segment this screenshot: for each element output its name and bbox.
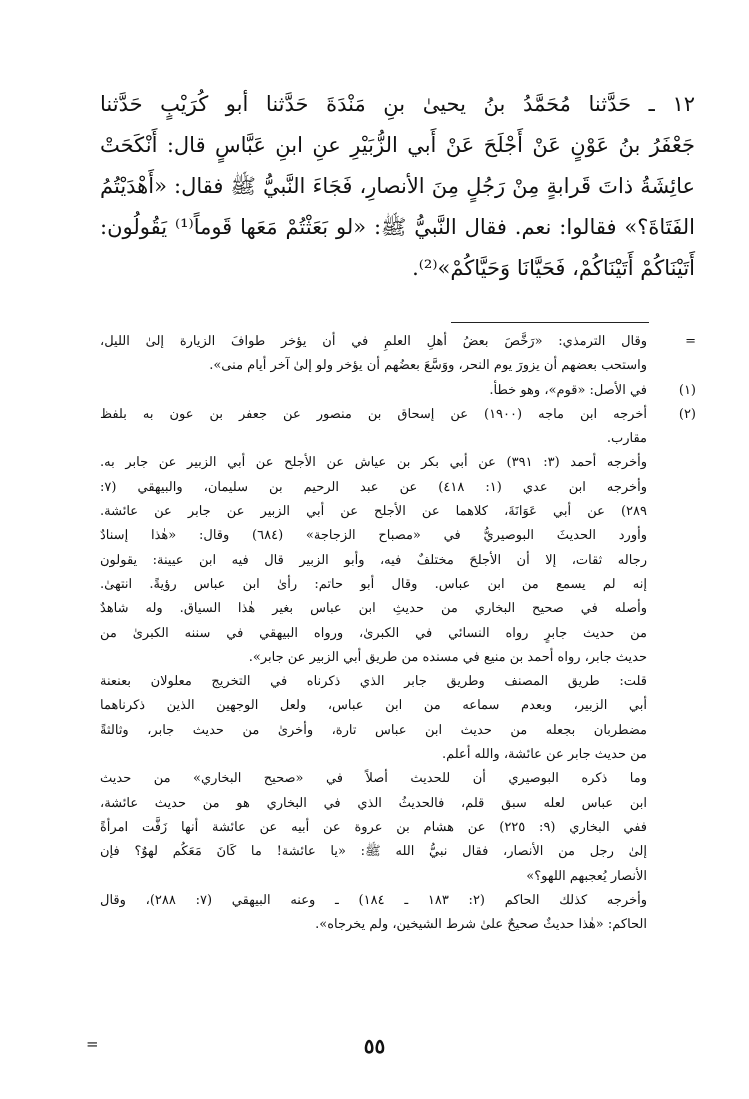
footnote-2-line: الحاكم: «هٰذا حديثٌ صحيحٌ علىٰ شرط الشيخين، ولم يخرجاه». (315, 917, 647, 933)
footnote-2-line: وأصله في صحيح البخاري من حديثِ ابن عباس بغير هٰذا السياق. وله شاهدٌ (100, 601, 647, 617)
footnote-2-line: إنه لم يسمع من ابن عباس. وقال أبو حاتم: رأىٰ ابن عباس رؤيةً. انتهىٰ. (100, 576, 647, 592)
hadith-line: عائِشَةُ ذاتَ قَرابةٍ مِنْ رَجُلٍ مِنَ الأنصارِ، فَجَاءَ النَّبيُّ ﷺ فقال: «أَهْدَيْتُمُ (100, 174, 695, 198)
footnote-2-line: وأخرجه أحمد (٣: ٣٩١) عن أبي بكر بن عياش عن الأجلح عن أبي الزبير عن جابر به. (100, 455, 648, 471)
footnote-2-line: (٢) أخرجه ابن ماجه (١٩٠٠) عن إسحاق بن منصور عن جعفر بن عون به بلفظ (100, 403, 695, 427)
footnote-2-line: ففي البخاري (٩: ٢٢٥) عن هشام بن عروة عن أبيه عن عائشة أنها زَفَّت امرأةً (100, 819, 647, 835)
footnote-2-line: إلىٰ رجل من الأنصار، فقال نبيُّ الله ﷺ: «يا عائشة! ما كَانَ مَعَكُم لهوٌ؟ فإن (100, 844, 647, 860)
footnote-2-line: ٢٨٩) عن أبي عَوَانَةَ، كلاهما عن الأجلح عن أبي الزبير عن جابر عن عائشة. (100, 504, 647, 520)
footnote-2-line: وما ذكره البوصيري أن للحديث أصلاً في «صحيح البخاري» من حديث (100, 771, 647, 787)
footnote-1: (١) في الأصل: «قوم»، وهو خطأ. (100, 379, 695, 403)
footnote-2-line: وأخرجه ابن عدي (١: ٤١٨) عن عبد الرحيم بن سليمان، والبيهقي (٧: (100, 479, 647, 495)
footnote-2-line: قلت: طريق المصنف وطريق جابر الذي ذكرناه في التخريج معلولان بعنعنة (100, 674, 647, 690)
footnote-2-line: حديث جابر، رواه أحمد بن منيع في مسنده من طريق أبي الزبير عن جابر». (248, 649, 647, 665)
footnote-2-line: وأخرجه كذلك الحاكم (٢: ١٨٣ ـ ١٨٤) ـ وعنه البيهقي (٧: ٢٨٨)، وقال (100, 892, 647, 908)
footnote-2-line: مضطربان بجعله من حديث ابن عباس تارة، وأخرىٰ من حديث جابر، وثالثةً (100, 722, 647, 738)
footnote-2-line: ابن عباس لعله سبق قلم، فالحديثُ الذي في البخاري هو من حديث عائشة، (100, 795, 647, 811)
hadith-text (100, 84, 695, 289)
footnote-2-line: مقارب. (606, 431, 647, 447)
hadith-line: أَتَيْنَاكُمْ أَتَيْنَاكُمْ، فَحَيَّانَا وَحَيَّاكُمْ»⁽²⁾. (412, 256, 695, 280)
hadith-line: جَعْفَرُ بنُ عَوْنٍ عَنْ أَجْلَحَ عَنْ أَبي الزُّبَيْرِ عنِ ابنِ عَبَّاسٍ قال: أَنْكَحَتْ (100, 133, 695, 157)
page-number: ٥٥ (363, 1034, 386, 1058)
hadith-line: الفَتَاةَ؟» فقالوا: نعم. فقال النَّبيُّ ﷺ: «لو بَعَثْتُمْ مَعَها قَوماً⁽¹⁾ يَقُولُون: (100, 215, 695, 239)
footnote-2-line: من حديث جابرٍ رواه النسائي في الكبرىٰ، ورواه البيهقي في سننه الكبرىٰ من (100, 625, 647, 641)
footnote-2-line: رجاله ثقات، إلا أن الأجلحَ مختلفٌ فيه، وأبو الزبير قال فيه ابن عيينة: يقولون (100, 552, 647, 568)
footnote-separator (451, 322, 649, 323)
continuation-marker-end: = (86, 1035, 99, 1053)
continuation-marker: = (685, 334, 696, 349)
footnote-continuation-line: = وقال الترمذي: «رَخَّصَ بعضُ أهلِ العلمِ في أن يؤخر طوافَ الزيارة إلىٰ الليل، (100, 330, 695, 354)
hadith-line: ١٢ ـ حَدَّثنا مُحَمَّدُ بنُ يحيىٰ بنِ مَنْدَةَ حَدَّثنا أبو كُرَيْبٍ حَدَّثنا (100, 92, 695, 116)
footnote-2-line: وأورد الحديثَ البوصيريُّ في «مصباح الزجاجة» (٦٨٤) وقال: «هٰذا إسنادٌ (100, 528, 647, 544)
footnote-2-line: من حديث جابر عن عائشة، والله أعلم. (441, 747, 647, 763)
footnote-1-marker: (١) (678, 382, 696, 398)
footnote-2-marker: (٢) (678, 406, 696, 422)
footnote-2-line: أبي الزبير، وبعدم سماعه من ابن عباس، ولعل الوجهين الذين ذكرناهما (100, 698, 647, 714)
footnotes (100, 330, 695, 937)
footnote-continuation-line: واستحب بعضهم أن يزورَ يوم النحر، ووَسَّعَ بعضُهم أن يؤخر ولو إلىٰ آخر أيام منى». (209, 358, 647, 374)
footnote-2-line: الأنصار يُعجبهم اللهو؟» (526, 868, 647, 884)
